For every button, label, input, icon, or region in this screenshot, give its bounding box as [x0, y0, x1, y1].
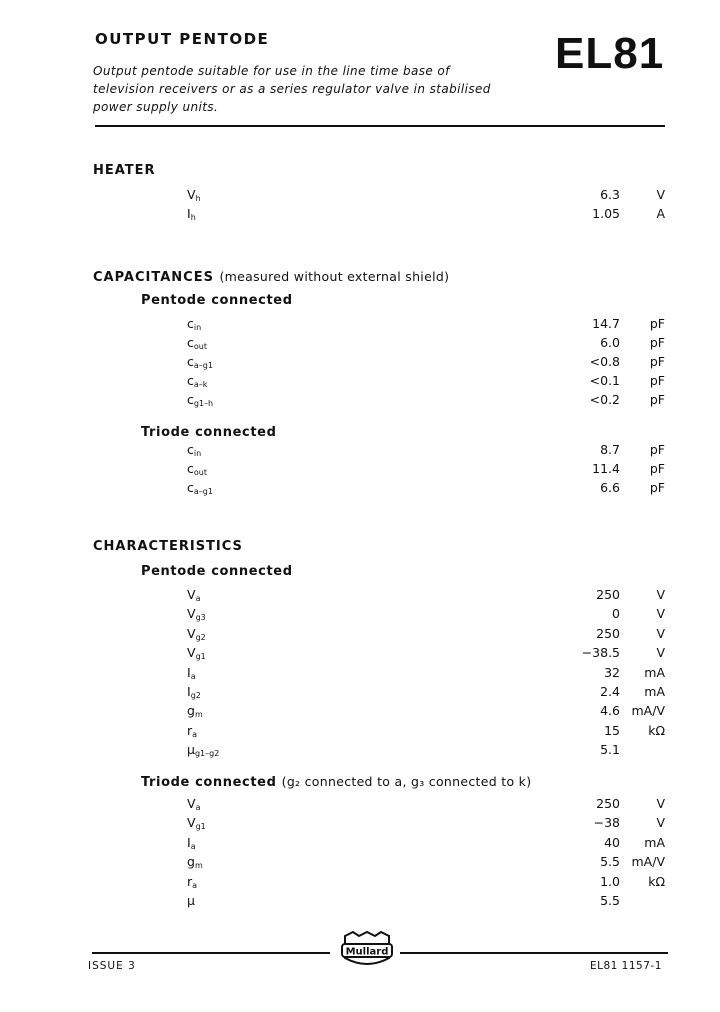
- parameter-row: [0, 703, 720, 723]
- symbol-letter: V: [187, 815, 196, 831]
- symbol-letter: V: [187, 187, 196, 202]
- parameter-unit: pF: [649, 480, 665, 495]
- parameter-symbol: [187, 354, 213, 370]
- symbol-subscript: g2: [190, 691, 201, 700]
- parameter-value: −38: [593, 815, 620, 831]
- symbol-subscript: a: [195, 594, 201, 603]
- char-pentode-heading: Pentode connected: [141, 564, 293, 579]
- symbol-letter: c: [187, 442, 194, 457]
- footer-rule-right: [400, 952, 668, 954]
- symbol-subscript: h: [195, 194, 201, 203]
- parameter-unit: pF: [649, 354, 665, 369]
- cap-pentode-heading: Pentode connected: [141, 293, 293, 308]
- parameter-unit: pF: [649, 335, 665, 350]
- parameter-symbol: [187, 480, 213, 496]
- parameter-symbol: [187, 815, 206, 831]
- parameter-row: [0, 874, 720, 894]
- model-number: EL81: [555, 29, 665, 78]
- symbol-letter: V: [187, 645, 196, 661]
- parameter-value: <0.8: [589, 354, 620, 369]
- parameter-unit: kΩ: [648, 873, 665, 889]
- symbol-subscript: m: [194, 710, 203, 720]
- symbol-subscript: in: [193, 323, 202, 332]
- symbol-subscript: g1: [195, 822, 206, 832]
- parameter-value: 2.4: [600, 684, 620, 699]
- parameter-unit: V: [656, 606, 665, 622]
- symbol-subscript: a: [195, 803, 201, 812]
- parameter-row: [0, 373, 720, 393]
- parameter-unit: V: [656, 625, 665, 641]
- parameter-value: 8.7: [600, 442, 620, 457]
- issue-label: ISSUE 3: [88, 960, 136, 972]
- characteristics-heading: CHARACTERISTICS: [93, 539, 243, 554]
- parameter-row: [0, 316, 720, 336]
- symbol-letter: V: [187, 796, 196, 811]
- symbol-letter: I: [187, 664, 191, 680]
- parameter-value: 14.7: [592, 316, 620, 331]
- parameter-value: 0: [612, 606, 620, 622]
- symbol-letter: μ: [187, 893, 195, 908]
- symbol-letter: r: [187, 873, 193, 889]
- char-triode-title: Triode connected: [141, 775, 277, 790]
- parameter-unit: kΩ: [648, 722, 665, 738]
- parameter-unit: mA: [644, 664, 665, 680]
- parameter-row: [0, 742, 720, 762]
- parameter-unit: mA: [644, 684, 665, 699]
- symbol-subscript: in: [193, 449, 202, 458]
- logo-text: Mullard: [345, 946, 389, 958]
- parameter-unit: pF: [649, 316, 665, 331]
- parameter-value: 6.0: [600, 335, 620, 350]
- parameter-unit: pF: [649, 392, 665, 407]
- parameter-value: <0.1: [589, 373, 620, 388]
- parameter-symbol: [187, 461, 207, 477]
- symbol-subscript: g2: [195, 632, 206, 642]
- parameter-value: 1.05: [592, 206, 620, 221]
- parameter-row: [0, 587, 720, 607]
- symbol-letter: c: [187, 392, 194, 407]
- parameter-symbol: [187, 316, 201, 332]
- parameter-symbol: [187, 665, 196, 681]
- parameter-value: 6.6: [600, 480, 620, 495]
- symbol-letter: V: [187, 625, 196, 641]
- parameter-unit: pF: [649, 442, 665, 457]
- parameter-row: [0, 796, 720, 816]
- capacitances-title: CAPACITANCES: [93, 270, 214, 285]
- symbol-subscript: h: [190, 213, 196, 222]
- parameter-symbol: [187, 335, 207, 351]
- symbol-letter: c: [187, 373, 194, 388]
- parameter-value: 5.5: [600, 854, 620, 870]
- parameter-row: [0, 645, 720, 665]
- parameter-value: 6.3: [600, 187, 620, 202]
- parameter-unit: V: [656, 187, 665, 202]
- parameter-row: [0, 606, 720, 626]
- parameter-unit: V: [656, 587, 665, 602]
- symbol-subscript: g3: [195, 613, 206, 623]
- symbol-letter: g: [187, 703, 195, 719]
- parameter-symbol: [187, 874, 197, 890]
- parameter-value: 250: [596, 625, 620, 641]
- parameter-unit: mA/V: [631, 854, 665, 870]
- parameter-unit: mA: [644, 834, 665, 850]
- parameter-row: [0, 335, 720, 355]
- parameter-row: [0, 206, 720, 226]
- symbol-letter: V: [187, 606, 196, 622]
- symbol-subscript: a–g1: [193, 487, 213, 496]
- parameter-value: 5.1: [600, 742, 620, 758]
- parameter-value: 250: [596, 796, 620, 811]
- parameter-symbol: [187, 893, 195, 909]
- parameter-symbol: [187, 442, 201, 458]
- parameter-symbol: [187, 684, 201, 700]
- parameter-symbol: [187, 626, 206, 642]
- parameter-symbol: [187, 206, 196, 222]
- parameter-value: 4.6: [600, 703, 620, 719]
- parameter-symbol: [187, 742, 219, 758]
- parameter-symbol: [187, 392, 213, 408]
- parameter-row: [0, 392, 720, 412]
- parameter-value: 11.4: [592, 461, 620, 476]
- symbol-letter: μ: [187, 742, 195, 758]
- parameter-unit: V: [656, 815, 665, 831]
- page-reference: EL81 1157-1: [590, 960, 662, 972]
- symbol-letter: c: [187, 335, 194, 350]
- symbol-subscript: a: [190, 671, 196, 681]
- symbol-letter: I: [187, 684, 191, 699]
- capacitances-note: (measured without external shield): [219, 269, 450, 284]
- char-triode-note: (g₂ connected to a, g₃ connected to k): [281, 774, 532, 789]
- parameter-row: [0, 461, 720, 481]
- parameter-symbol: [187, 854, 203, 870]
- symbol-subscript: a–g1: [193, 361, 213, 370]
- symbol-letter: c: [187, 461, 194, 476]
- symbol-subscript: a: [190, 841, 196, 851]
- symbol-letter: c: [187, 316, 194, 331]
- parameter-row: [0, 815, 720, 835]
- parameter-value: −38.5: [581, 645, 620, 661]
- mullard-logo: [339, 930, 395, 970]
- symbol-subscript: a: [192, 729, 198, 739]
- parameter-symbol: [187, 373, 207, 389]
- parameter-row: [0, 893, 720, 913]
- parameter-value: 40: [604, 834, 620, 850]
- parameter-symbol: [187, 703, 203, 719]
- parameter-unit: V: [656, 645, 665, 661]
- parameter-row: [0, 854, 720, 874]
- symbol-letter: I: [187, 206, 191, 221]
- page-title: OUTPUT PENTODE: [95, 30, 270, 48]
- parameter-row: [0, 665, 720, 685]
- parameter-row: [0, 187, 720, 207]
- parameter-unit: A: [656, 206, 665, 221]
- parameter-value: 250: [596, 587, 620, 602]
- cap-triode-heading: Triode connected: [141, 425, 277, 440]
- parameter-row: [0, 354, 720, 374]
- parameter-unit: pF: [649, 373, 665, 388]
- symbol-letter: c: [187, 480, 194, 495]
- footer-rule-left: [92, 952, 330, 954]
- parameter-row: [0, 626, 720, 646]
- parameter-value: 15: [604, 722, 620, 738]
- parameter-value: <0.2: [589, 392, 620, 407]
- symbol-letter: g: [187, 854, 195, 870]
- symbol-subscript: out: [193, 342, 207, 351]
- capacitances-heading: [93, 269, 449, 285]
- parameter-row: [0, 442, 720, 462]
- symbol-subscript: g1–g2: [194, 749, 220, 759]
- symbol-letter: c: [187, 354, 194, 369]
- parameter-row: [0, 835, 720, 855]
- parameter-unit: mA/V: [631, 703, 665, 719]
- parameter-symbol: [187, 796, 200, 812]
- symbol-subscript: a: [192, 880, 198, 890]
- symbol-subscript: g1: [195, 652, 206, 662]
- parameter-row: [0, 480, 720, 500]
- parameter-symbol: [187, 606, 206, 622]
- symbol-subscript: g1–h: [193, 399, 214, 408]
- parameter-row: [0, 723, 720, 743]
- parameter-symbol: [187, 835, 196, 851]
- parameter-symbol: [187, 723, 197, 739]
- heater-heading: HEATER: [93, 163, 156, 178]
- symbol-letter: V: [187, 587, 196, 602]
- header-divider: [95, 125, 665, 127]
- parameter-value: 1.0: [600, 873, 620, 889]
- parameter-row: [0, 684, 720, 704]
- char-triode-heading: [141, 774, 531, 790]
- symbol-subscript: m: [194, 861, 203, 871]
- symbol-subscript: out: [193, 468, 207, 477]
- parameter-value: 5.5: [600, 893, 620, 908]
- parameter-symbol: [187, 587, 200, 603]
- parameter-unit: V: [656, 796, 665, 811]
- symbol-letter: I: [187, 834, 191, 850]
- parameter-unit: pF: [649, 461, 665, 476]
- parameter-value: 32: [604, 664, 620, 680]
- description: Output pentode suitable for use in the line time base of television receivers or as a series regulator valve in stabilised power supply units.: [93, 64, 491, 114]
- symbol-subscript: a–k: [193, 380, 208, 389]
- symbol-letter: r: [187, 722, 193, 738]
- parameter-symbol: [187, 645, 206, 661]
- parameter-symbol: [187, 187, 201, 203]
